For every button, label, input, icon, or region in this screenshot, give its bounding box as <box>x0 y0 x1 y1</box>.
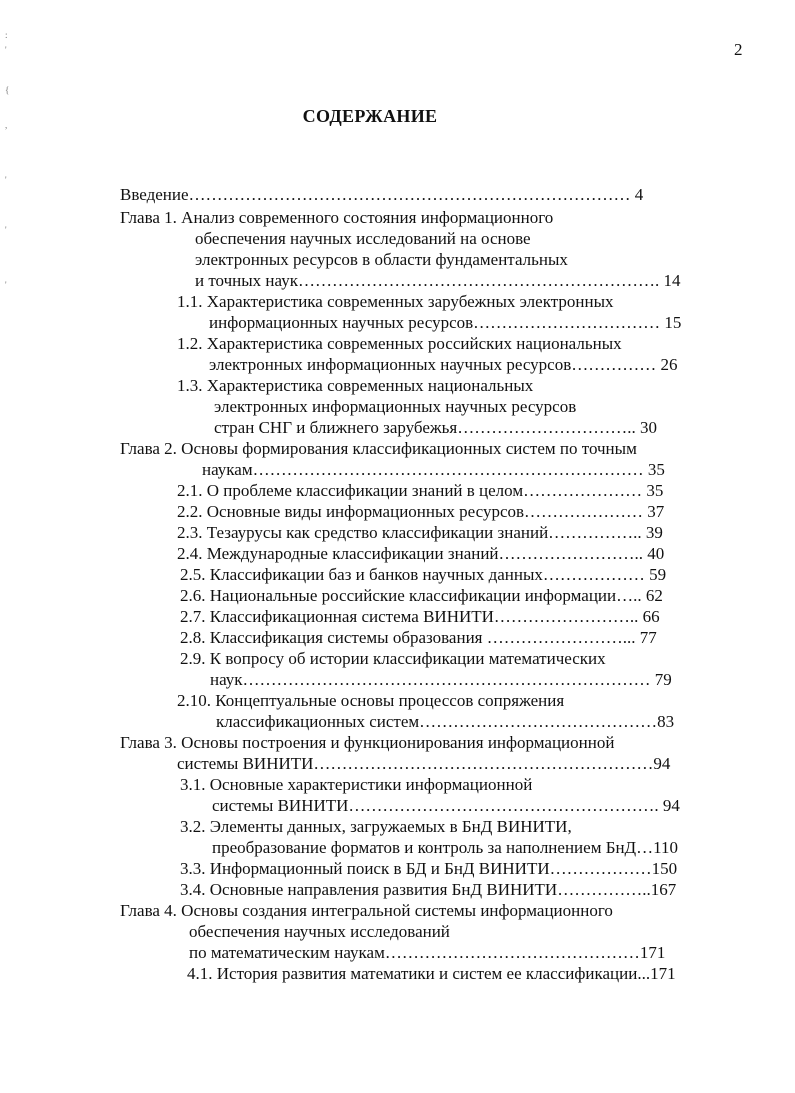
scan-mark: ' <box>5 175 7 185</box>
page-title: СОДЕРЖАНИЕ <box>302 106 438 126</box>
scan-mark: : <box>5 30 8 40</box>
toc-line: Глава 4. Основы создания интегральной системы информационного <box>120 901 613 920</box>
scan-mark: ' <box>5 45 7 55</box>
toc-line: 3.3. Информационный поиск в БД и БнД ВИНИТИ………………150 <box>180 859 678 878</box>
scan-mark: { <box>5 85 10 95</box>
toc-line: 2.9. К вопросу об истории классификации математических <box>180 649 606 668</box>
toc-line: Глава 3. Основы построения и функционирования информационной <box>120 733 615 752</box>
toc-line: 2.1. О проблеме классификации знаний в целом………………… 35 <box>177 481 664 500</box>
toc-line: классификационных систем……………………………………83 <box>216 712 675 731</box>
toc-line: 3.2. Элементы данных, загружаемых в БнД ВИНИТИ, <box>180 817 572 836</box>
scan-mark: ' <box>5 225 7 235</box>
toc-line: 2.8. Классификация системы образования ……………………... 77 <box>180 628 657 647</box>
toc-line: Глава 2. Основы формирования классификационных систем по точным <box>120 439 637 458</box>
toc-line: и точных наук………………………………………………………. 14 <box>195 271 681 290</box>
toc-line: Введение…………………………………………………………………… 4 <box>120 185 644 204</box>
toc-line: 2.10. Концептуальные основы процессов сопряжения <box>177 691 565 710</box>
toc-line: наукам…………………………………………………………… 35 <box>202 460 665 479</box>
toc-line: обеспечения научных исследований на основе <box>195 229 531 248</box>
toc-line: системы ВИНИТИ………………………………………………. 94 <box>212 796 680 815</box>
toc-line: 3.4. Основные направления развития БнД ВИНИТИ……………..167 <box>180 880 677 899</box>
toc-line: 3.1. Основные характеристики информационной <box>180 775 533 794</box>
toc-line: 2.4. Международные классификации знаний…………………….. 40 <box>177 544 665 563</box>
toc-line: электронных информационных научных ресурсов <box>214 397 577 416</box>
toc-line: по математическим наукам………………………………………171 <box>189 943 666 962</box>
toc-line: информационных научных ресурсов…………………………… 15 <box>209 313 682 332</box>
toc-line: электронных ресурсов в области фундаментальных <box>195 250 568 269</box>
toc-line: Глава 1. Анализ современного состояния информационного <box>120 208 554 227</box>
toc-line: 2.6. Национальные российские классификации информации….. 62 <box>180 586 663 605</box>
toc-line: электронных информационных научных ресурсов…………… 26 <box>209 355 678 374</box>
toc-line: 2.2. Основные виды информационных ресурсов………………… 37 <box>177 502 665 521</box>
toc-line: преобразование форматов и контроль за наполнением БнД…110 <box>212 838 679 857</box>
scan-mark: , <box>5 120 8 130</box>
toc-line: 2.7. Классификационная система ВИНИТИ…………………….. 66 <box>180 607 660 626</box>
toc-line: стран СНГ и ближнего зарубежья………………………….. 30 <box>214 418 657 437</box>
toc-line: 1.1. Характеристика современных зарубежных электронных <box>177 292 614 311</box>
toc-line: 2.3. Тезаурусы как средство классификации знаний…………….. 39 <box>177 523 663 542</box>
toc-line: системы ВИНИТИ……………………………………………………94 <box>177 754 671 773</box>
page-number: 2 <box>734 40 743 59</box>
toc-line: 1.2. Характеристика современных российских национальных <box>177 334 622 353</box>
toc-line: 1.3. Характеристика современных национальных <box>177 376 534 395</box>
toc-line: 4.1. История развития математики и систем ее классификации...171 <box>187 964 676 983</box>
scan-mark: ' <box>5 280 7 290</box>
toc-line: 2.5. Классификации баз и банков научных данных……………… 59 <box>180 565 667 584</box>
toc-line: обеспечения научных исследований <box>189 922 450 941</box>
toc-line: наук……………………………………………………………… 79 <box>210 670 672 689</box>
